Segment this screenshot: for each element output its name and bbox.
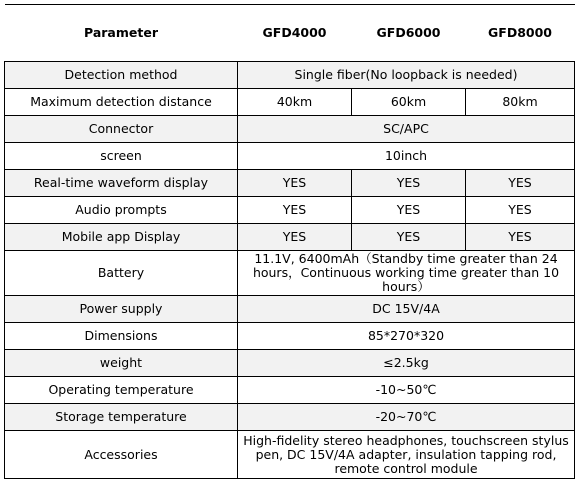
row-value: Single fiber(No loopback is needed) [238,62,575,89]
table-row [5,62,575,89]
row-value: 40km [238,89,352,116]
row-label: Maximum detection distance [5,89,238,116]
table-row [5,431,575,479]
row-label: screen [5,143,238,170]
row-value: ≤2.5kg [238,350,575,377]
table-row [5,377,575,404]
row-value: YES [238,170,352,197]
row-value: -20~70℃ [238,404,575,431]
row-label: Battery [5,251,238,296]
table-header-row [5,5,575,62]
row-label: Mobile app Display [5,224,238,251]
row-value: YES [466,170,575,197]
row-value: 10inch [238,143,575,170]
row-value: DC 15V/4A [238,296,575,323]
row-label: Connector [5,116,238,143]
specification-table [4,4,575,479]
table-row [5,224,575,251]
table-row [5,296,575,323]
table-row [5,323,575,350]
header-gfd4000: GFD4000 [238,5,352,62]
row-value: YES [238,224,352,251]
row-label: Detection method [5,62,238,89]
spec-sheet [4,4,574,475]
row-value: YES [352,170,466,197]
row-value: 11.1V, 6400mAh（Standby time greater than 24 hours，Continuous working time greater than 10 hours） [238,251,575,296]
header-gfd6000: GFD6000 [352,5,466,62]
table-row [5,197,575,224]
row-value: YES [238,197,352,224]
row-value: 80km [466,89,575,116]
header-gfd8000: GFD8000 [466,5,575,62]
row-value: -10~50℃ [238,377,575,404]
row-label: Accessories [5,431,238,479]
row-value: High-fidelity stereo headphones, touchscreen stylus pen, DC 15V/4A adapter, insulation tapping rod, remote control module [238,431,575,479]
row-value: YES [466,197,575,224]
row-label: weight [5,350,238,377]
row-label: Real-time waveform display [5,170,238,197]
table-row [5,143,575,170]
row-label: Storage temperature [5,404,238,431]
table-row [5,116,575,143]
table-row [5,170,575,197]
row-value: YES [466,224,575,251]
table-row [5,404,575,431]
row-value: 60km [352,89,466,116]
table-row [5,89,575,116]
row-label: Power supply [5,296,238,323]
row-label: Operating temperature [5,377,238,404]
row-value: SC/APC [238,116,575,143]
row-label: Dimensions [5,323,238,350]
row-label: Audio prompts [5,197,238,224]
table-row [5,251,575,296]
table-row [5,350,575,377]
row-value: YES [352,197,466,224]
header-parameter: Parameter [5,5,238,62]
row-value: YES [352,224,466,251]
row-value: 85*270*320 [238,323,575,350]
